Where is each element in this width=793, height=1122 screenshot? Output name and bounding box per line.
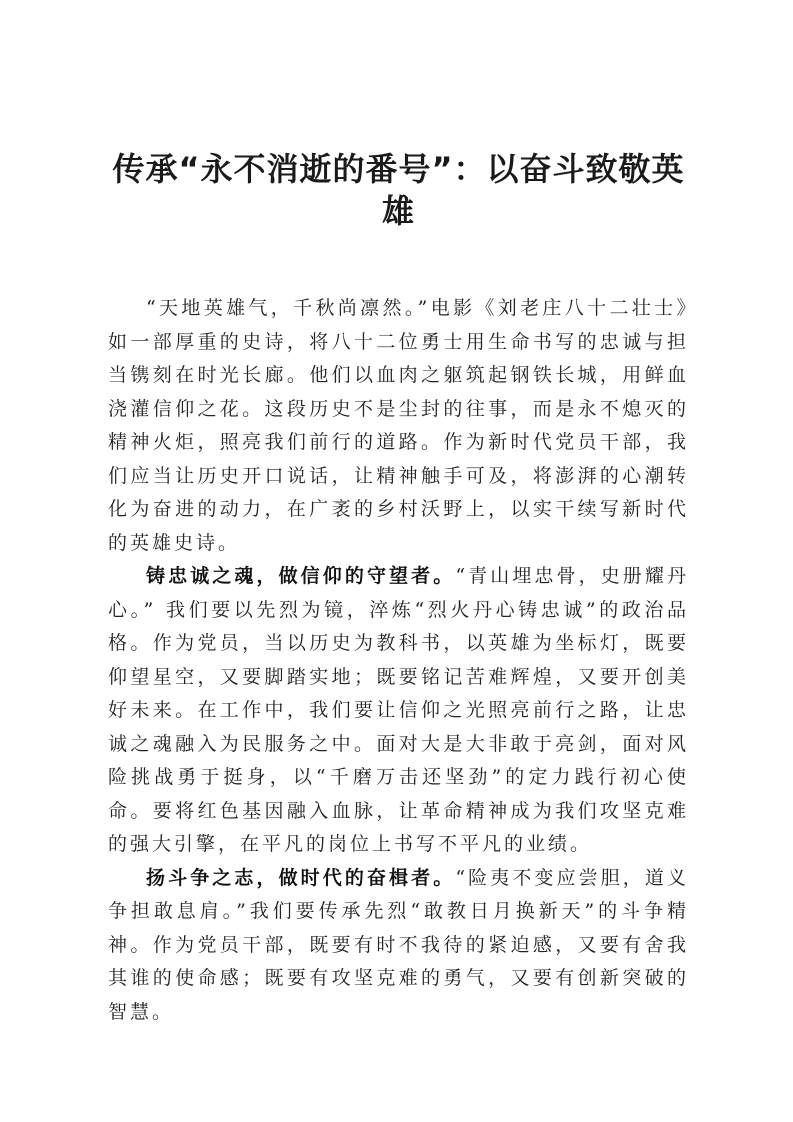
paragraph-text: “险夷不变应尝胆，道义争担敢息肩。”我们要传承先烈“敢教日月换新天”的斗争精神。作为党员干部，既要有时不我待的紧迫感，又要有舍我其谁的使命感；既要有攻坚克难的勇气，又要有创新突破的智慧。 [108, 866, 689, 1023]
paragraph-lead-heading: 铸忠诚之魂，做信仰的守望者。 [146, 565, 456, 587]
paragraph-intro [108, 292, 689, 560]
document-title: 传承“永不消逝的番号”：以奋斗致敬英雄 [112, 150, 685, 230]
paragraph-text: “天地英雄气，千秋尚凛然。”电影《刘老庄八十二壮士》如一部厚重的史诗，将八十二位勇士用生命书写的忠诚与担当镌刻在时光长廊。他们以血肉之躯筑起钢铁长城，用鲜血浇灌信仰之花。这段历史不是尘封的往事，而是永不熄灭的精神火炬，照亮我们前行的道路。作为新时代党员干部，我们应当让历史开口说话，让精神触手可及，将澎湃的心潮转化为奋进的动力，在广袤的乡村沃野上，以实干续写新时代的英雄史诗。 [108, 297, 689, 554]
paragraph-text: “青山埋忠骨，史册耀丹心。” 我们要以先烈为镜，淬炼“烈火丹心铸忠诚”的政治品格。作为党员，当以历史为教科书，以英雄为坐标灯，既要仰望星空，又要脚踏实地；既要铭记苦难辉煌，又要开创美好未来。在工作中，我们要让信仰之光照亮前行之路，让忠诚之魂融入为民服务之中。面对大是大非敢于亮剑，面对风险挑战勇于挺身，以“千磨万击还坚劲”的定力践行初心使命。要将红色基因融入血脉，让革命精神成为我们攻坚克难的强大引擎，在平凡的岗位上书写不平凡的业绩。 [108, 565, 689, 855]
paragraph-lead-heading: 扬斗争之志，做时代的奋楫者。 [146, 866, 456, 889]
paragraph-loyalty [108, 560, 689, 862]
paragraph-struggle [108, 862, 689, 1030]
